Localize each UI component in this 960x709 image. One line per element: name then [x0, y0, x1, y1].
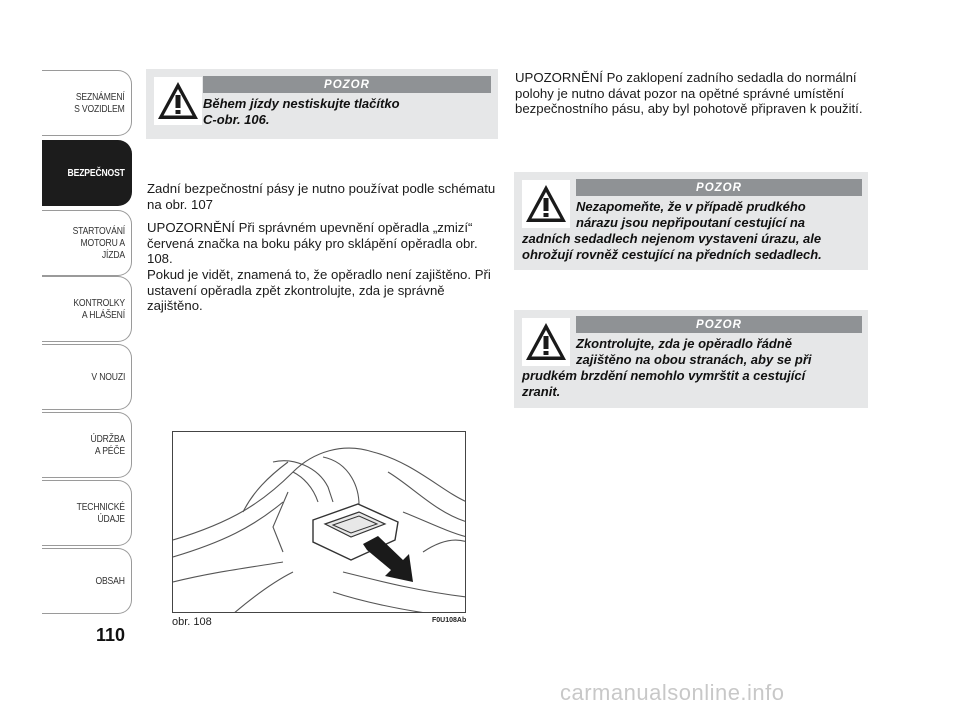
warning-header: POZOR [576, 179, 862, 196]
left-column-text [147, 181, 497, 314]
warning-box-2 [514, 172, 868, 270]
warning-text-line: Během jízdy nestiskujte tlačítko [203, 96, 400, 111]
tab-startovani[interactable] [42, 210, 132, 276]
warning-text-line: zajištěno na obou stranách, aby se při [576, 352, 812, 367]
warning-text-line: ohrožují rovněž cestující na předních sedadlech. [522, 247, 822, 262]
watermark: carmanualsonline.info [560, 680, 785, 705]
tab-label: V NOUZI [91, 371, 125, 383]
tab-bezpecnost[interactable] [42, 140, 132, 206]
warning-triangle-icon [154, 77, 202, 125]
warning-box-1 [146, 69, 498, 139]
tab-udrzba[interactable] [42, 412, 132, 478]
figure-code: F0U108Ab [432, 617, 467, 624]
tab-technicke[interactable] [42, 480, 132, 546]
paragraph: UPOZORNĚNÍ Při správném upevnění opěradla „zmizí“ červená značka na boku páky pro sklápění opěradla obr. 108. [147, 220, 478, 267]
warning-triangle-icon [522, 180, 570, 228]
warning-text-line: C-obr. 106. [203, 112, 270, 127]
tab-kontrolky[interactable] [42, 276, 132, 342]
figure-108-image [172, 431, 466, 613]
page-number: 110 [96, 625, 126, 645]
tab-v-nouzi[interactable] [42, 344, 132, 410]
warning-text-line: nárazu jsou nepřipoutaní cestující na [576, 215, 805, 230]
tab-label: BEZPEČNOST [67, 167, 125, 179]
tab-label: STARTOVÁNÍ MOTORU A JÍZDA [72, 225, 125, 261]
tab-label: ÚDRŽBA A PÉČE [90, 433, 125, 457]
tab-label: SEZNÁMENÍ S VOZIDLEM [74, 91, 125, 115]
paragraph: Pokud je vidět, znamená to, že opěradlo není zajištěno. Při ustavení opěradla zpět zkontrolujte, zda je správně zajištěno. [147, 266, 491, 314]
warning-text-line: zadních sedadlech nejenom vystaveni úrazu, ale [522, 231, 822, 246]
tab-label: OBSAH [95, 575, 125, 587]
warning-box-3 [514, 310, 868, 408]
tab-seznameni[interactable] [42, 70, 132, 136]
tab-obsah[interactable] [42, 548, 132, 614]
warning-triangle-icon [522, 318, 570, 366]
warning-header: POZOR [576, 316, 862, 333]
tab-label: TECHNICKÉ ÚDAJE [76, 501, 125, 525]
paragraph: Zadní bezpečnostní pásy je nutno používat podle schématu na obr. 107 [147, 181, 496, 212]
seat-latch-illustration [173, 432, 466, 613]
warning-text-line: zranit. [522, 384, 561, 399]
warning-text-line: Zkontrolujte, zda je opěradlo řádně [576, 336, 792, 351]
paragraph: UPOZORNĚNÍ Po zaklopení zadního sedadla do normální polohy je nutno dávat pozor na opětné správné umístění bezpečnostního pásu, aby byl pohotově připraven k použití. [515, 70, 863, 117]
tab-label: KONTROLKY A HLÁŠENÍ [73, 297, 125, 321]
right-column-text [515, 70, 875, 117]
warning-text-line: Nezapomeňte, že v případě prudkého [576, 199, 806, 214]
warning-text-line: prudkém brzdění nemohlo vymrštit a cestující [522, 368, 806, 383]
figure-caption: obr. 108 [172, 616, 212, 628]
warning-header: POZOR [203, 76, 491, 93]
